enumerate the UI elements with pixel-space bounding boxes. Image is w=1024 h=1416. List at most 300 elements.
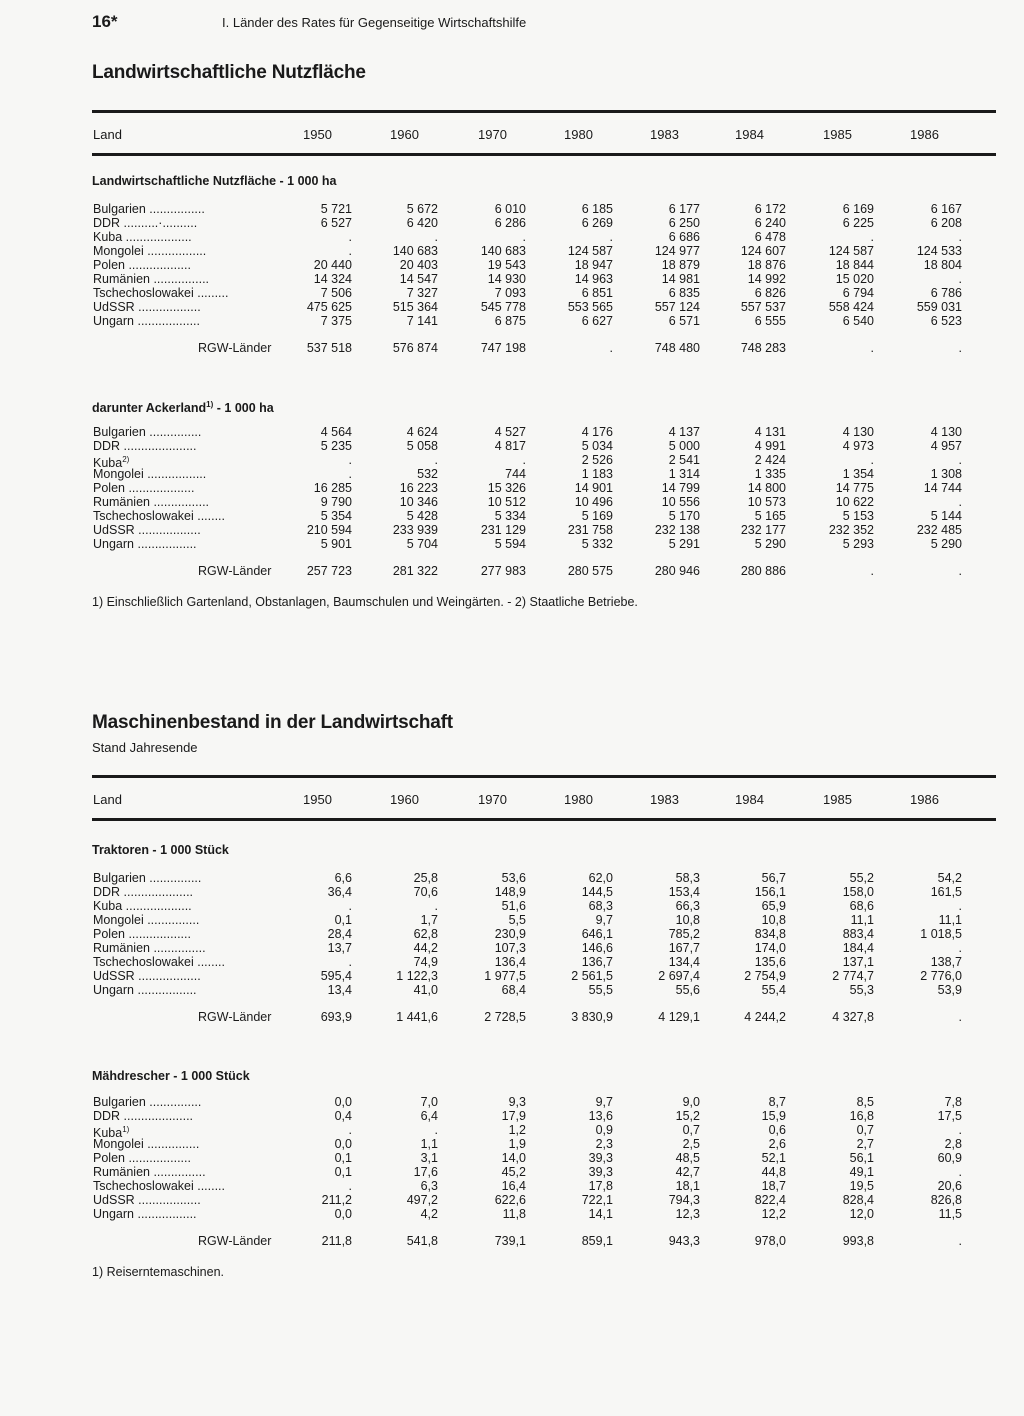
table-row <box>92 230 996 244</box>
table-cell: 11,8 <box>502 1207 526 1221</box>
table-cell: . <box>958 495 962 510</box>
footnote: 1) Einschließlich Gartenland, Obstanlagen, Baumschulen und Weingärten. - 2) Staatliche Betriebe. <box>92 595 638 610</box>
table-cell: 6 527 <box>320 216 352 230</box>
row-label <box>93 955 225 969</box>
column-header-year: 1986 <box>910 792 939 807</box>
table-cell: 233 939 <box>392 523 438 538</box>
group-total <box>92 563 996 579</box>
table-cell: 2 697,4 <box>658 969 700 983</box>
total-cell: 993,8 <box>842 1234 874 1248</box>
table-cell: 54,2 <box>937 871 962 885</box>
table-row <box>92 509 996 523</box>
table-cell: 5 235 <box>320 439 352 454</box>
table-cell: 4 137 <box>668 425 700 440</box>
table-cell: 148,9 <box>494 885 526 899</box>
table-cell: 5 334 <box>494 509 526 524</box>
table-cell: . <box>434 230 438 244</box>
table-cell: 5 704 <box>406 537 438 552</box>
table-cell: 45,2 <box>501 1165 526 1179</box>
table-cell: 158,0 <box>842 885 874 899</box>
table-cell: . <box>348 899 352 913</box>
table-cell: 12,0 <box>849 1207 874 1221</box>
table-cell: 107,3 <box>494 941 526 955</box>
table-row <box>92 453 996 471</box>
table-cell: 6 540 <box>842 314 874 328</box>
total-cell: 541,8 <box>406 1234 438 1248</box>
row-label-text: Tschechoslowakei ........ <box>93 509 226 524</box>
table-cell: 6 478 <box>754 230 786 244</box>
page-number: 16* <box>92 12 118 31</box>
table-cell: 56,1 <box>849 1151 874 1165</box>
table-cell: 6 010 <box>494 202 526 216</box>
total-cell: . <box>609 341 613 355</box>
group-title-unit: - 1 000 ha <box>213 401 274 416</box>
table-cell: 144,5 <box>581 885 613 899</box>
table-cell: 74,9 <box>413 955 438 969</box>
table-cell: . <box>958 899 962 913</box>
table-cell: 11,1 <box>938 913 962 927</box>
total-cell: . <box>958 564 962 579</box>
row-label-text: Rumänien ................ <box>93 495 210 510</box>
table-row <box>92 983 996 997</box>
table-cell: 557 124 <box>654 300 700 314</box>
table-cell: 6 177 <box>668 202 700 216</box>
table-cell: . <box>522 230 526 244</box>
row-label <box>93 1137 199 1151</box>
total-cell: 277 983 <box>480 564 526 579</box>
row-label-text: Kuba <box>93 456 123 471</box>
table-cell: 5,5 <box>508 913 526 927</box>
total-cell: . <box>870 564 874 579</box>
total-cell: 748 480 <box>654 341 700 355</box>
table-cell: 17,9 <box>501 1109 526 1123</box>
table-cell: 6 240 <box>754 216 786 230</box>
table-cell: . <box>348 1123 352 1137</box>
table-cell: 0,0 <box>334 1137 352 1151</box>
total-cell: 4 327,8 <box>832 1010 874 1024</box>
table-cell: 4 131 <box>754 425 786 440</box>
table-cell: 7 506 <box>320 286 352 300</box>
table-cell: 9,7 <box>595 913 613 927</box>
table-cell: 12,3 <box>675 1207 700 1221</box>
row-label <box>93 495 209 509</box>
table-cell: 0,0 <box>334 1207 352 1221</box>
table-cell: . <box>434 1123 438 1137</box>
table-row <box>92 1095 996 1109</box>
table-cell: 2,8 <box>944 1137 962 1151</box>
table-cell: . <box>522 453 526 468</box>
row-label-text: Kuba ................... <box>93 899 192 913</box>
table-cell: 10 346 <box>399 495 438 510</box>
table-cell: 5 290 <box>754 537 786 552</box>
table-cell: 124 533 <box>916 244 962 258</box>
table-cell: 4 564 <box>320 425 352 440</box>
table-cell: 146,6 <box>581 941 613 955</box>
table-cell: 6 225 <box>842 216 874 230</box>
footnote: 1) Reiserntemaschinen. <box>92 1265 225 1279</box>
row-label <box>93 467 206 481</box>
row-label <box>93 885 193 899</box>
table-cell: 5 290 <box>930 537 962 552</box>
column-header-year: 1984 <box>735 792 764 807</box>
page-header <box>92 12 526 32</box>
table-cell: 0,1 <box>334 1151 352 1165</box>
table-cell: . <box>434 899 438 913</box>
group-total <box>92 340 996 356</box>
total-cell: . <box>958 341 962 355</box>
table-cell: 6 208 <box>930 216 962 230</box>
table-cell: 41,0 <box>413 983 438 997</box>
total-cell: 3 830,9 <box>571 1010 613 1024</box>
table-cell: 25,8 <box>413 871 438 885</box>
table-cell: 4 957 <box>930 439 962 454</box>
table-cell: 3,1 <box>420 1151 438 1165</box>
row-label <box>93 537 197 551</box>
row-label <box>93 899 192 913</box>
table-cell: 124 977 <box>654 244 700 258</box>
table-cell: 2 754,9 <box>744 969 786 983</box>
table-cell: 6 555 <box>754 314 786 328</box>
table-cell: 60,9 <box>937 1151 962 1165</box>
total-cell: 1 441,6 <box>396 1010 438 1024</box>
table-header-row <box>92 113 996 153</box>
table-cell: 14 775 <box>835 481 874 496</box>
column-header-year: 1950 <box>303 792 332 807</box>
table-cell: 136,7 <box>581 955 613 969</box>
table-cell: 14 981 <box>661 272 700 286</box>
table-cell: 156,1 <box>754 885 786 899</box>
table-cell: 545 778 <box>480 300 526 314</box>
table-cell: 211,2 <box>321 1193 352 1207</box>
table-row <box>92 523 996 537</box>
table-cell: . <box>958 1123 962 1137</box>
table-cell: 1 122,3 <box>396 969 438 983</box>
table-cell: 124 587 <box>828 244 874 258</box>
table-cell: 4 624 <box>406 425 438 440</box>
section-subtitle: Stand Jahresende <box>92 740 198 755</box>
table-header-row <box>92 778 996 818</box>
table-cell: 210 594 <box>306 523 352 538</box>
row-label-text: Bulgarien ................ <box>93 202 205 216</box>
row-label <box>93 202 205 216</box>
table-cell: 62,0 <box>588 871 613 885</box>
table-cell: 722,1 <box>581 1193 613 1207</box>
table-cell: 14 799 <box>661 481 700 496</box>
table-cell: 2,5 <box>682 1137 700 1151</box>
table-cell: 17,5 <box>937 1109 962 1123</box>
table-cell: 184,4 <box>842 941 874 955</box>
group-title: Traktoren - 1 000 Stück <box>92 843 229 857</box>
table-cell: 559 031 <box>916 300 962 314</box>
section-agricultural-area <box>92 62 996 609</box>
table-cell: 15 020 <box>835 272 874 286</box>
table-cell: 4 973 <box>842 439 874 454</box>
row-label-text: UdSSR .................. <box>93 1193 201 1207</box>
table-machinery <box>92 775 996 1279</box>
section-title: Landwirtschaftliche Nutzfläche <box>92 62 366 83</box>
table-cell: . <box>348 244 352 258</box>
table-cell: 1,2 <box>508 1123 526 1137</box>
table-cell: 6 851 <box>581 286 613 300</box>
table-cell: 1 314 <box>668 467 700 482</box>
table-cell: 232 138 <box>654 523 700 538</box>
table-cell: 557 537 <box>740 300 786 314</box>
table-cell: 553 565 <box>567 300 613 314</box>
row-label <box>93 300 201 314</box>
column-header-year: 1985 <box>823 127 852 142</box>
column-header-year: 1980 <box>564 127 593 142</box>
table-cell: . <box>958 941 962 955</box>
table-cell: 153,4 <box>668 885 700 899</box>
table-cell: 55,6 <box>675 983 700 997</box>
table-row <box>92 258 996 272</box>
row-label <box>93 1193 201 1207</box>
table-cell: 20 403 <box>399 258 438 272</box>
row-label-text: Polen .................. <box>93 1151 191 1165</box>
row-label-text: Tschechoslowakei ......... <box>93 286 229 300</box>
table-cell: 475 625 <box>306 300 352 314</box>
table-cell: 6 686 <box>668 230 700 244</box>
column-header-year: 1983 <box>650 792 679 807</box>
table-row <box>92 927 996 941</box>
total-row <box>92 1233 996 1249</box>
table-cell: 4 176 <box>581 425 613 440</box>
table-cell: 6 169 <box>842 202 874 216</box>
table-cell: 0,4 <box>334 1109 352 1123</box>
table-row <box>92 495 996 509</box>
table-cell: 4 817 <box>494 439 526 454</box>
column-header-year: 1983 <box>650 127 679 142</box>
table-cell: 4 130 <box>930 425 962 440</box>
row-label <box>93 1109 193 1123</box>
table-cell: 58,3 <box>675 871 700 885</box>
table-cell: 124 607 <box>740 244 786 258</box>
table-cell: 4 991 <box>754 439 786 454</box>
table-cell: 1 977,5 <box>484 969 526 983</box>
table-cell: 1 018,5 <box>920 927 962 941</box>
table-cell: 6,3 <box>420 1179 438 1193</box>
table-cell: 9,0 <box>682 1095 700 1109</box>
table-cell: 68,6 <box>849 899 874 913</box>
total-cell: 978,0 <box>754 1234 786 1248</box>
table-cell: . <box>958 453 962 468</box>
table-cell: . <box>348 1179 352 1193</box>
table-agricultural-area <box>92 110 996 609</box>
table-cell: 9,7 <box>595 1095 613 1109</box>
table-cell: 124 587 <box>567 244 613 258</box>
table-cell: 1,7 <box>420 913 438 927</box>
table-cell: 5 058 <box>406 439 438 454</box>
group-rows <box>92 871 996 997</box>
table-row <box>92 1165 996 1179</box>
row-label-text: Rumänien ............... <box>93 1165 206 1179</box>
table-cell: 48,5 <box>675 1151 700 1165</box>
group-rows <box>92 202 996 328</box>
table-cell: 1 354 <box>842 467 874 482</box>
table-cell: 14 901 <box>574 481 613 496</box>
column-header-year: 1980 <box>564 792 593 807</box>
table-cell: 55,5 <box>588 983 613 997</box>
table-cell: 28,4 <box>327 927 352 941</box>
table-cell: 14 930 <box>487 272 526 286</box>
row-label <box>93 439 197 453</box>
table-cell: 18,1 <box>675 1179 700 1193</box>
table-cell: . <box>958 1165 962 1179</box>
table-row <box>92 1179 996 1193</box>
table-cell: . <box>958 272 962 286</box>
total-cell: . <box>958 1010 962 1024</box>
table-cell: 15 326 <box>487 481 526 496</box>
table-cell: 53,9 <box>937 983 962 997</box>
table-cell: 231 758 <box>567 523 613 538</box>
table-cell: 17,6 <box>413 1165 438 1179</box>
group-title: Landwirtschaftliche Nutzfläche - 1 000 ha <box>92 174 337 188</box>
table-row <box>92 481 996 495</box>
table-cell: . <box>348 230 352 244</box>
table-cell: . <box>348 453 352 468</box>
total-label: RGW-Länder <box>198 564 272 579</box>
column-header-year: 1986 <box>910 127 939 142</box>
table-cell: 137,1 <box>842 955 874 969</box>
table-cell: 5 144 <box>930 509 962 524</box>
table-cell: 4 527 <box>494 425 526 440</box>
total-label: RGW-Länder <box>198 341 272 355</box>
table-row <box>92 1193 996 1207</box>
table-cell: 532 <box>417 467 438 482</box>
row-label-footnote-mark: 2) <box>122 455 130 465</box>
table-cell: 826,8 <box>930 1193 962 1207</box>
table-cell: 2 541 <box>668 453 700 468</box>
group-title <box>92 400 996 415</box>
row-label-text: Mongolei ............... <box>93 1137 200 1151</box>
table-cell: 11,1 <box>850 913 874 927</box>
row-label <box>93 1179 225 1193</box>
running-title: I. Länder des Rates für Gegenseitige Wirtschaftshilfe <box>222 15 527 30</box>
table-row <box>92 216 996 230</box>
table-cell: 5 672 <box>406 202 438 216</box>
table-cell: 0,1 <box>334 1165 352 1179</box>
row-label-text: DDR .................... <box>93 1109 194 1123</box>
column-header-year: 1984 <box>735 127 764 142</box>
table-cell: 68,4 <box>501 983 526 997</box>
table-cell: 13,7 <box>327 941 352 955</box>
table-cell: 135,6 <box>754 955 786 969</box>
table-cell: 6 794 <box>842 286 874 300</box>
table-cell: 18,7 <box>761 1179 786 1193</box>
row-label-text: Mongolei ............... <box>93 913 200 927</box>
table-cell: 138,7 <box>930 955 962 969</box>
table-cell: 232 177 <box>740 523 786 538</box>
row-label <box>93 927 191 941</box>
column-header-year: 1950 <box>303 127 332 142</box>
table-cell: 5 165 <box>754 509 786 524</box>
group-rows <box>92 425 996 551</box>
table-row <box>92 467 996 481</box>
table-cell: 9 790 <box>320 495 352 510</box>
table-cell: 55,2 <box>849 871 874 885</box>
total-cell: 257 723 <box>306 564 352 579</box>
total-row <box>92 563 996 579</box>
table-cell: 6 185 <box>581 202 613 216</box>
row-label-text: UdSSR .................. <box>93 300 201 314</box>
table-cell: 62,8 <box>413 927 438 941</box>
table-cell: 12,2 <box>761 1207 786 1221</box>
table-cell: 5 332 <box>581 537 613 552</box>
total-cell: 748 283 <box>740 341 786 355</box>
row-label-text: Mongolei ................. <box>93 467 207 482</box>
table-cell: 6 786 <box>930 286 962 300</box>
table-cell: 744 <box>505 467 526 482</box>
total-cell: 859,1 <box>581 1234 613 1248</box>
table-cell: 19,5 <box>849 1179 874 1193</box>
table-rule-header <box>92 818 996 821</box>
table-row <box>92 941 996 955</box>
table-cell: 5 169 <box>581 509 613 524</box>
table-cell: 8,5 <box>856 1095 874 1109</box>
table-cell: 174,0 <box>754 941 786 955</box>
column-header-land: Land <box>93 792 122 807</box>
row-label <box>93 286 228 300</box>
section-title: Maschinenbestand in der Landwirtschaft <box>92 712 453 733</box>
table-cell: 70,6 <box>413 885 438 899</box>
table-cell: 7,8 <box>944 1095 962 1109</box>
table-row <box>92 272 996 286</box>
row-label-text: Ungarn ................. <box>93 983 197 997</box>
total-label: RGW-Länder <box>198 1010 272 1024</box>
table-cell: 2 424 <box>754 453 786 468</box>
total-cell: 2 728,5 <box>484 1010 526 1024</box>
table-row <box>92 537 996 551</box>
row-label-text: Tschechoslowakei ........ <box>93 1179 226 1193</box>
table-cell: 230,9 <box>494 927 526 941</box>
row-label-text: Ungarn .................. <box>93 314 200 328</box>
table-cell: 2,7 <box>856 1137 874 1151</box>
row-label-text: Kuba ................... <box>93 230 192 244</box>
section-machinery <box>92 712 996 1279</box>
row-label-text: Polen ................... <box>93 481 195 496</box>
table-cell: 55,4 <box>761 983 786 997</box>
table-cell: 4,2 <box>420 1207 438 1221</box>
table-row <box>92 969 996 983</box>
group-title: Mähdrescher - 1 000 Stück <box>92 1069 250 1083</box>
total-cell: . <box>958 1234 962 1248</box>
table-cell: 5 293 <box>842 537 874 552</box>
table-cell: 2,3 <box>595 1137 613 1151</box>
table-row <box>92 1151 996 1165</box>
table-cell: 68,3 <box>588 899 613 913</box>
table-cell: 232 352 <box>828 523 874 538</box>
table-cell: 0,9 <box>595 1123 613 1137</box>
total-cell: 537 518 <box>306 341 352 355</box>
group-total <box>92 1233 996 1249</box>
table-cell: 10 622 <box>835 495 874 510</box>
table-cell: 10 573 <box>747 495 786 510</box>
table-cell: 2 774,7 <box>832 969 874 983</box>
row-label-text: Rumänien ................ <box>93 272 210 286</box>
row-label <box>93 1165 206 1179</box>
table-row <box>92 202 996 216</box>
table-row <box>92 439 996 453</box>
table-cell: 9,3 <box>508 1095 526 1109</box>
total-cell: 281 322 <box>392 564 438 579</box>
table-cell: 14 963 <box>574 272 613 286</box>
table-cell: 6 286 <box>494 216 526 230</box>
table-cell: 15,2 <box>675 1109 700 1123</box>
table-cell: 18 844 <box>835 258 874 272</box>
row-label-text: Ungarn ................. <box>93 1207 197 1221</box>
table-cell: 2,6 <box>768 1137 786 1151</box>
table-cell: 1,9 <box>508 1137 526 1151</box>
